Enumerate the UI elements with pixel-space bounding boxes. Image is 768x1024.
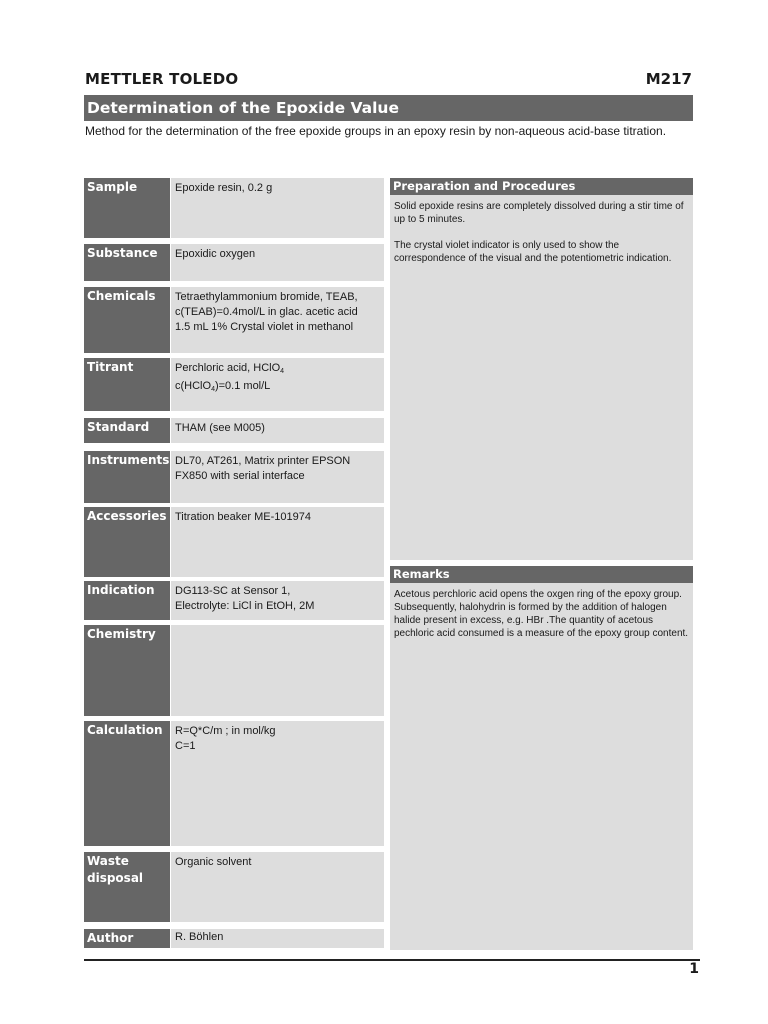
row-label: Chemicals bbox=[84, 287, 170, 353]
chemicals-line: 1.5 mL 1% Crystal violet in methanol bbox=[175, 321, 354, 333]
titrant-line-1 bbox=[175, 361, 380, 379]
row-chemicals bbox=[84, 287, 384, 353]
row-author bbox=[84, 929, 384, 948]
row-titrant bbox=[84, 358, 384, 411]
preparation-paragraph: The crystal violet indicator is only used to show the correspondence of the visual and the potentiometric indication. bbox=[394, 240, 672, 264]
titrant-conc-post: )=0.1 mol/L bbox=[214, 380, 271, 392]
calculation-line: C=1 bbox=[175, 740, 196, 752]
brand-logo-text: METTLER TOLEDO bbox=[85, 70, 239, 88]
row-label: Calculation bbox=[84, 721, 170, 846]
row-label: Substance bbox=[84, 244, 170, 281]
accessories-value: Titration beaker ME-101974 bbox=[175, 511, 311, 523]
titrant-name: Perchloric acid, HClO bbox=[175, 362, 281, 374]
row-label: Chemistry bbox=[84, 625, 170, 716]
titrant-conc-pre: c(HClO bbox=[175, 380, 212, 392]
remarks-paragraph: Acetous perchloric acid opens the oxgen ring of the epoxy group. Subsequently, halohydrin is formed by the addition of halogen halide present in excess, e.g. HBr .The quantity of acetous pechloric acid consumed is a measure of the epoxy group content. bbox=[394, 589, 689, 639]
preparation-body bbox=[390, 195, 693, 265]
remarks-heading: Remarks bbox=[390, 566, 693, 583]
row-label: Accessories bbox=[84, 507, 170, 577]
standard-value: THAM (see M005) bbox=[175, 422, 265, 434]
waste-label-line: disposal bbox=[87, 871, 144, 885]
preparation-heading: Preparation and Procedures bbox=[390, 178, 693, 195]
footer-rule bbox=[84, 959, 700, 961]
indication-line: DG113-SC at Sensor 1, bbox=[175, 585, 291, 597]
row-value bbox=[171, 178, 384, 238]
row-calculation bbox=[84, 721, 384, 846]
row-label: Sample bbox=[84, 178, 170, 238]
calculation-line: R=Q*C/m ; in mol/kg bbox=[175, 725, 276, 737]
row-value bbox=[171, 929, 384, 948]
instruments-line: FX850 with serial interface bbox=[175, 470, 305, 482]
row-value bbox=[171, 721, 384, 846]
page-title: Determination of the Epoxide Value bbox=[84, 95, 693, 121]
preparation-panel bbox=[390, 178, 693, 560]
waste-label-line: Waste bbox=[87, 854, 129, 868]
instruments-line: DL70, AT261, Matrix printer EPSON bbox=[175, 455, 351, 467]
sample-value: Epoxide resin, 0.2 g bbox=[175, 182, 273, 194]
subscript: 4 bbox=[280, 368, 285, 375]
row-indication bbox=[84, 581, 384, 620]
intro-text: Method for the determination of the free epoxide groups in an epoxy resin by non-aqueous acid-base titration. bbox=[85, 124, 667, 138]
preparation-paragraph: Solid epoxide resins are completely dissolved during a stir time of up to 5 minutes. bbox=[394, 201, 684, 225]
remarks-body bbox=[390, 583, 693, 640]
titrant-line-2 bbox=[175, 379, 380, 397]
row-value bbox=[171, 451, 384, 503]
row-instruments bbox=[84, 451, 384, 503]
row-accessories bbox=[84, 507, 384, 577]
row-label bbox=[84, 852, 170, 922]
chemicals-line: c(TEAB)=0.4mol/L in glac. acetic acid bbox=[175, 306, 358, 318]
row-value bbox=[171, 852, 384, 922]
row-value bbox=[171, 625, 384, 716]
row-value bbox=[171, 418, 384, 443]
author-value: R. Böhlen bbox=[175, 931, 224, 943]
row-label: Author bbox=[84, 929, 170, 948]
row-value bbox=[171, 507, 384, 577]
row-standard bbox=[84, 418, 384, 443]
row-label: Titrant bbox=[84, 358, 170, 411]
row-substance bbox=[84, 244, 384, 281]
remarks-panel bbox=[390, 566, 693, 950]
page-number: 1 bbox=[689, 961, 699, 977]
substance-value: Epoxidic oxygen bbox=[175, 248, 256, 260]
row-value bbox=[171, 358, 384, 411]
method-code: M217 bbox=[645, 70, 692, 88]
row-label: Indication bbox=[84, 581, 170, 620]
row-value bbox=[171, 244, 384, 281]
row-value bbox=[171, 581, 384, 620]
row-label: Standard bbox=[84, 418, 170, 443]
subscript: 4 bbox=[211, 386, 215, 393]
row-sample bbox=[84, 178, 384, 238]
row-label: Instruments bbox=[84, 451, 170, 503]
row-waste-disposal bbox=[84, 852, 384, 922]
row-value bbox=[171, 287, 384, 353]
chemicals-line: Tetraethylammonium bromide, TEAB, bbox=[175, 291, 358, 303]
indication-line: Electrolyte: LiCl in EtOH, 2M bbox=[175, 600, 315, 612]
waste-value: Organic solvent bbox=[175, 856, 252, 868]
row-chemistry bbox=[84, 625, 384, 716]
